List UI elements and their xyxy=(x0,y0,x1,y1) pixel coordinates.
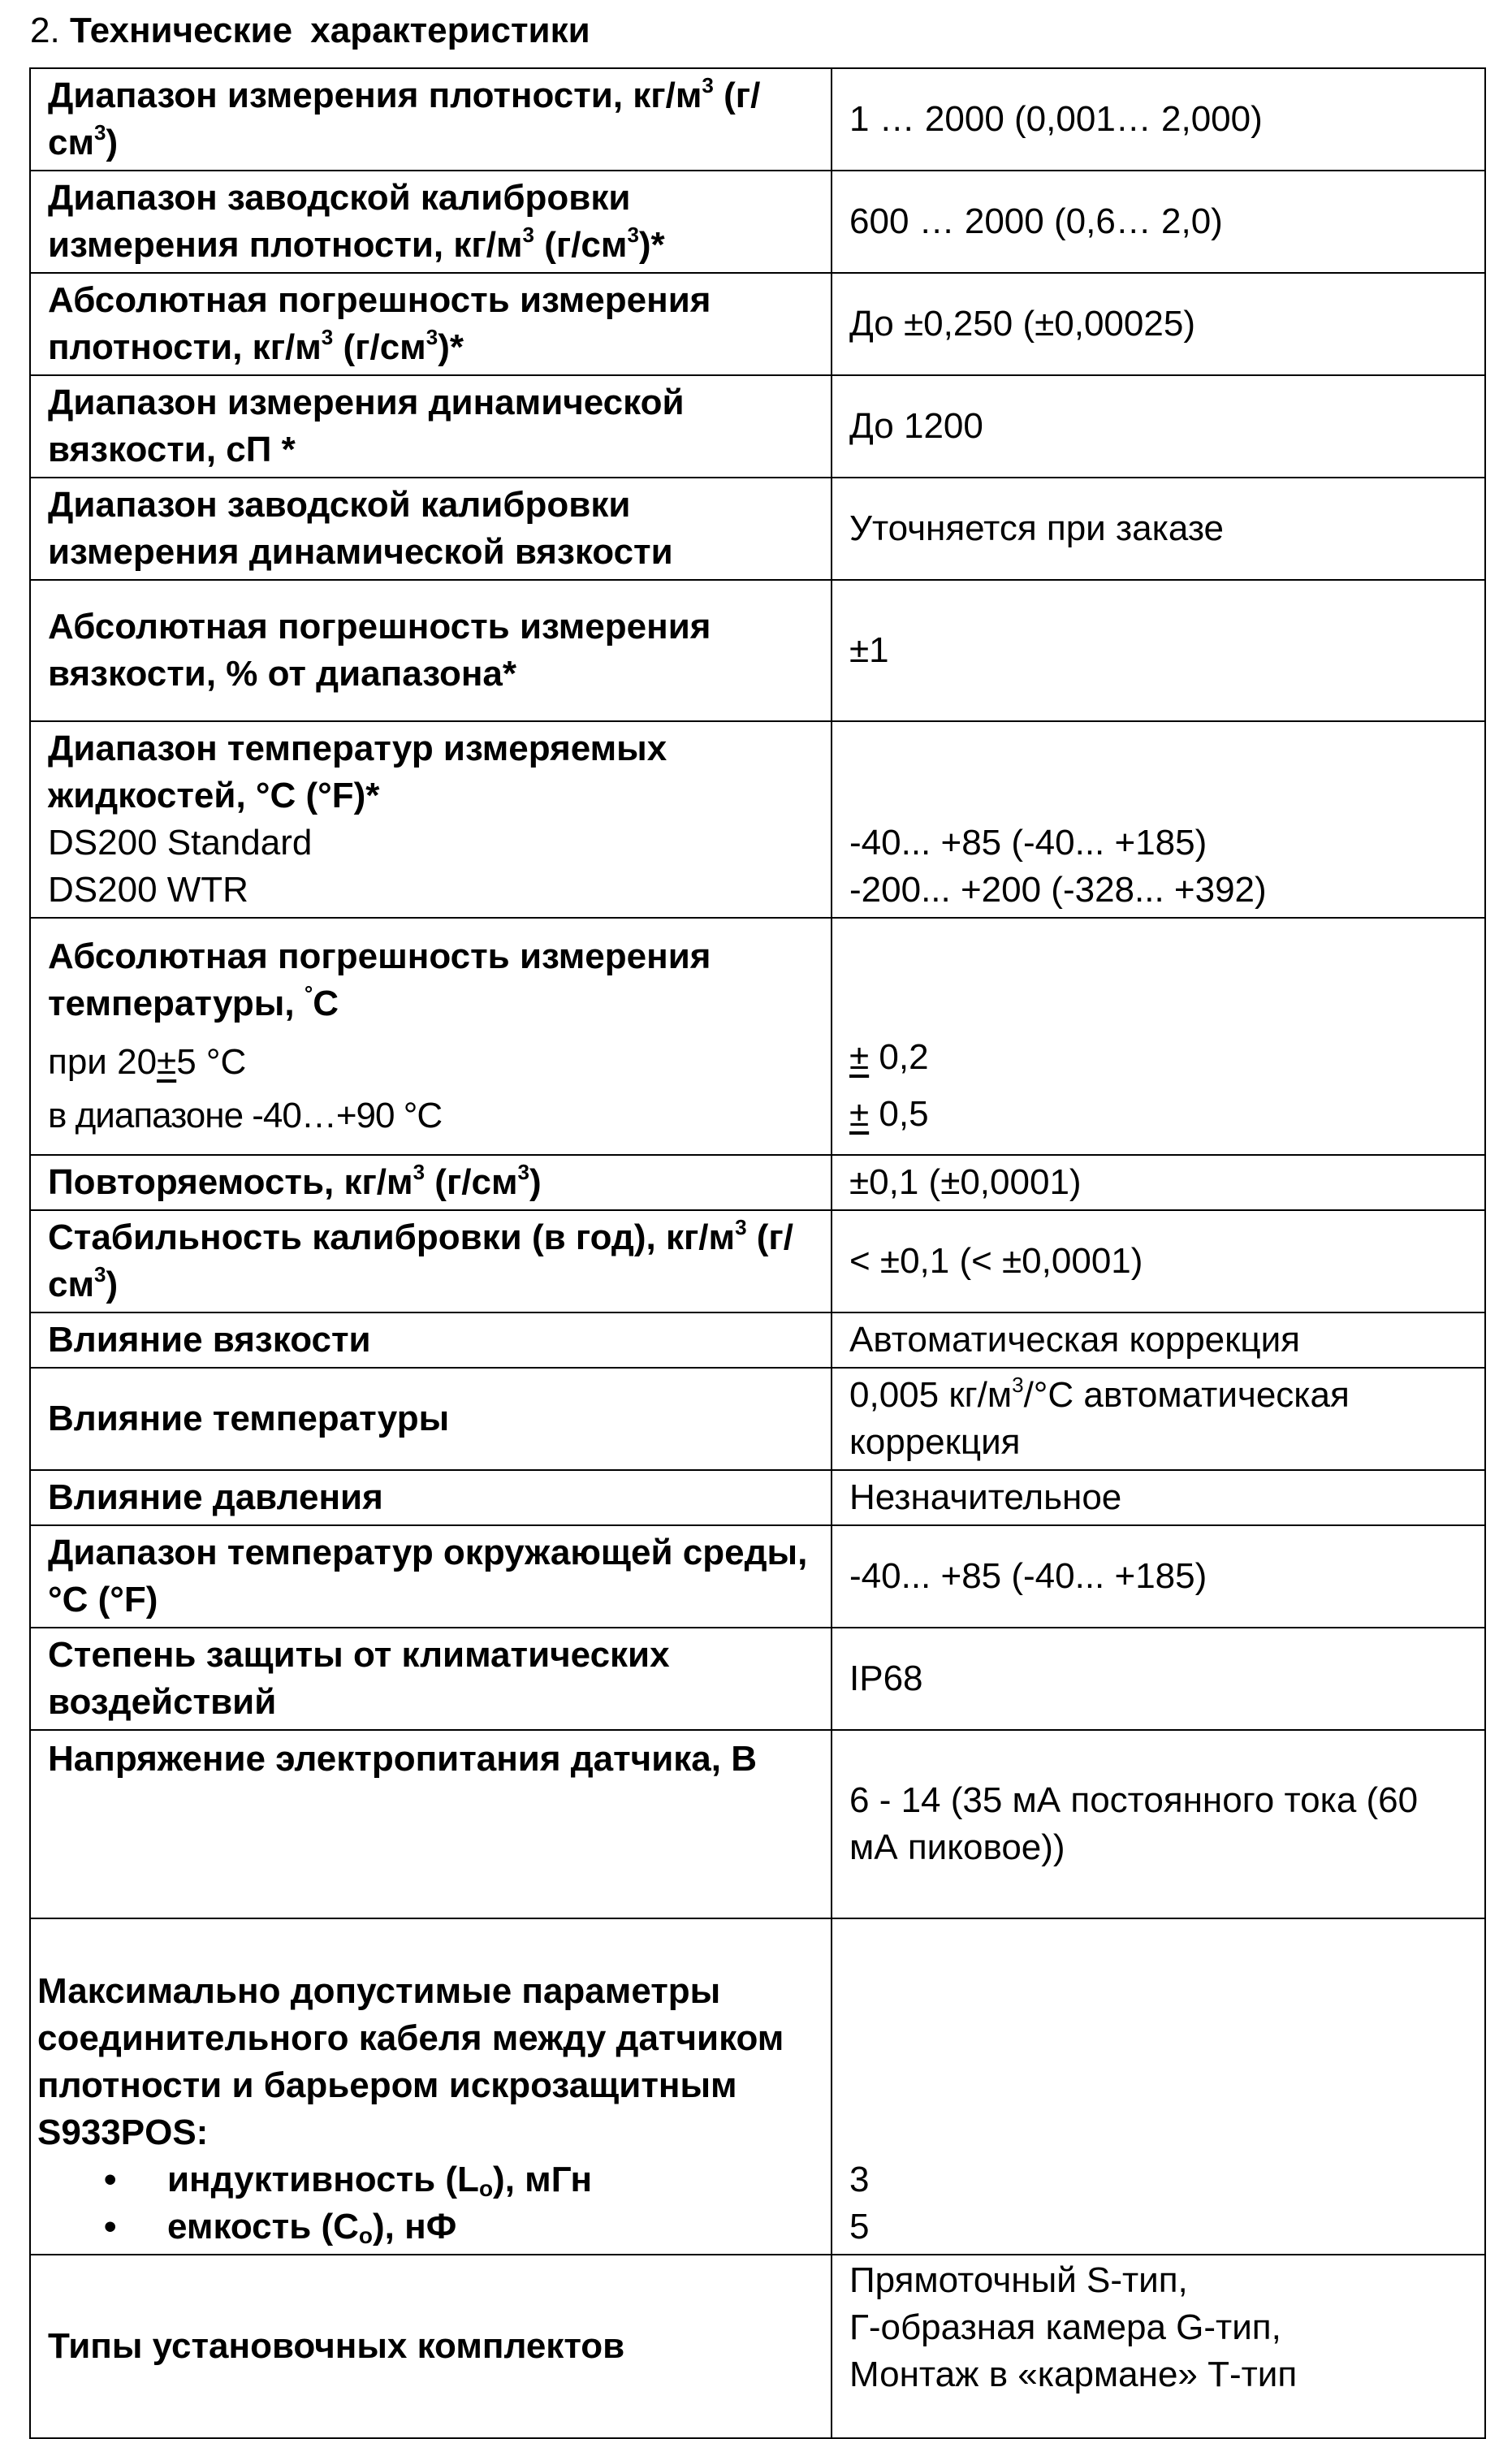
param-value: Автоматическая коррекция xyxy=(832,1312,1485,1368)
param-value: ±0,1 (±0,0001) xyxy=(832,1155,1485,1210)
condition-label: в диапазоне -40…+90 °С xyxy=(48,1096,443,1135)
variant-value: -40... +85 (-40... +185) xyxy=(849,823,1207,863)
param-name: Абсолютная погрешность измерения вязкости, % от диапазона* xyxy=(30,580,832,721)
param-name: Диапазон измерения плотности, $кг/м^3$ $(г/см^3)$ xyxy=(30,68,832,171)
condition-value: ± 0,5 xyxy=(849,1094,929,1134)
param-name: Повторяемость, $кг/м^3$ $(г/см^3)$ xyxy=(30,1155,832,1210)
param-value: Уточняется при заказе xyxy=(832,478,1485,580)
param-name: Влияние вязкости xyxy=(30,1312,832,1368)
param-value: IP68 xyxy=(832,1628,1485,1730)
param-name: Диапазон измерения динамической вязкости, сП * xyxy=(30,375,832,478)
section-number: 2. xyxy=(30,11,60,50)
param-name: Диапазон температур окружающей среды, °С (°F) xyxy=(30,1525,832,1628)
variant-label: DS200 WTR xyxy=(48,870,248,910)
table-row xyxy=(30,171,1485,273)
param-value: < ±0,1 (< ±0,0001) xyxy=(832,1210,1485,1312)
param-value: 600 … 2000 (0,6… 2,0) xyxy=(832,171,1485,273)
param-value: 0,005 $кг/м^3/^\circ С$ автоматическая коррекция xyxy=(832,1368,1485,1470)
param-name: Абсолютная погрешность измерения температуры, °С при 20±5 °С в диапазоне -40…+90 °С xyxy=(30,918,832,1155)
table-row xyxy=(30,273,1485,375)
param-name: Абсолютная погрешность измерения плотности, $кг/м^3$ $(г/см^3)*$ xyxy=(30,273,832,375)
table-row xyxy=(30,68,1485,171)
bullet-icon: • xyxy=(104,2160,117,2199)
bullet-value: 3 xyxy=(849,2160,870,2199)
section-heading xyxy=(30,10,590,52)
param-value: До 1200 xyxy=(832,375,1485,478)
table-row xyxy=(30,1155,1485,1210)
table-row xyxy=(30,918,1485,1155)
param-name: Диапазон температур измеряемых жидкостей, °С (°F)* DS200 Standard DS200 WTR xyxy=(30,721,832,918)
param-value: ±1 xyxy=(832,580,1485,721)
condition-label: при 20±5 °С xyxy=(48,1042,247,1082)
table-row xyxy=(30,1525,1485,1628)
kit-type: Г-образная камера G-тип, xyxy=(849,2307,1281,2347)
table-row xyxy=(30,375,1485,478)
param-value xyxy=(832,2255,1485,2438)
table-row xyxy=(30,1470,1485,1525)
kit-type: Прямоточный S-тип, xyxy=(849,2260,1188,2300)
param-name: Стабильность калибровки (в год), $кг/м^3$ $(г/см^3)$ xyxy=(30,1210,832,1312)
section-title: Технические характеристики xyxy=(69,11,590,50)
param-name: Влияние температуры xyxy=(30,1368,832,1470)
param-name: Влияние давления xyxy=(30,1470,832,1525)
param-name: Диапазон заводской калибровки измерения плотности, $кг/м^3$ $(г/см^3)*$ xyxy=(30,171,832,273)
bullet-item: • индуктивность $(L_o)$, мГн xyxy=(37,2156,814,2203)
bullet-value: 5 xyxy=(849,2207,870,2247)
table-row xyxy=(30,1210,1485,1312)
param-value: 1 … 2000 (0,001… 2,000) xyxy=(832,68,1485,171)
param-value: До ±0,250 (±0,00025) xyxy=(832,273,1485,375)
table-row xyxy=(30,1312,1485,1368)
bullet-item: • емкость $(С_o)$, нФ xyxy=(37,2203,814,2251)
param-value xyxy=(832,721,1485,918)
param-value: -40... +85 (-40... +185) xyxy=(832,1525,1485,1628)
param-value: Незначительное xyxy=(832,1470,1485,1525)
kit-type: Монтаж в «кармане» Т-тип xyxy=(849,2355,1298,2394)
table-row xyxy=(30,2255,1485,2438)
param-value: 6 - 14 (35 мА постоянного тока (60 мА пиковое)) xyxy=(832,1730,1485,1918)
table-row xyxy=(30,1730,1485,1918)
param-name: Напряжение электропитания датчика, В xyxy=(30,1730,832,1918)
variant-label: DS200 Standard xyxy=(48,823,313,863)
param-value xyxy=(832,918,1485,1155)
table-row xyxy=(30,1628,1485,1730)
param-name: Типы установочных комплектов xyxy=(30,2255,832,2438)
bullet-icon: • xyxy=(104,2207,117,2247)
param-name: Максимально допустимые параметры соединительного кабеля между датчиком плотности и барьером искрозащитным S933POS: • индуктивность $(L_o)$, мГн • емкость $(С_o)$, нФ xyxy=(30,1918,832,2255)
table-row xyxy=(30,721,1485,918)
param-value xyxy=(832,1918,1485,2255)
condition-value: ± 0,2 xyxy=(849,1037,929,1077)
table-row xyxy=(30,478,1485,580)
param-name: Степень защиты от климатических воздействий xyxy=(30,1628,832,1730)
variant-value: -200... +200 (-328... +392) xyxy=(849,870,1267,910)
spec-table xyxy=(29,67,1486,2439)
table-row xyxy=(30,1918,1485,2255)
param-name: Диапазон заводской калибровки измерения динамической вязкости xyxy=(30,478,832,580)
table-row xyxy=(30,1368,1485,1470)
table-row xyxy=(30,580,1485,721)
